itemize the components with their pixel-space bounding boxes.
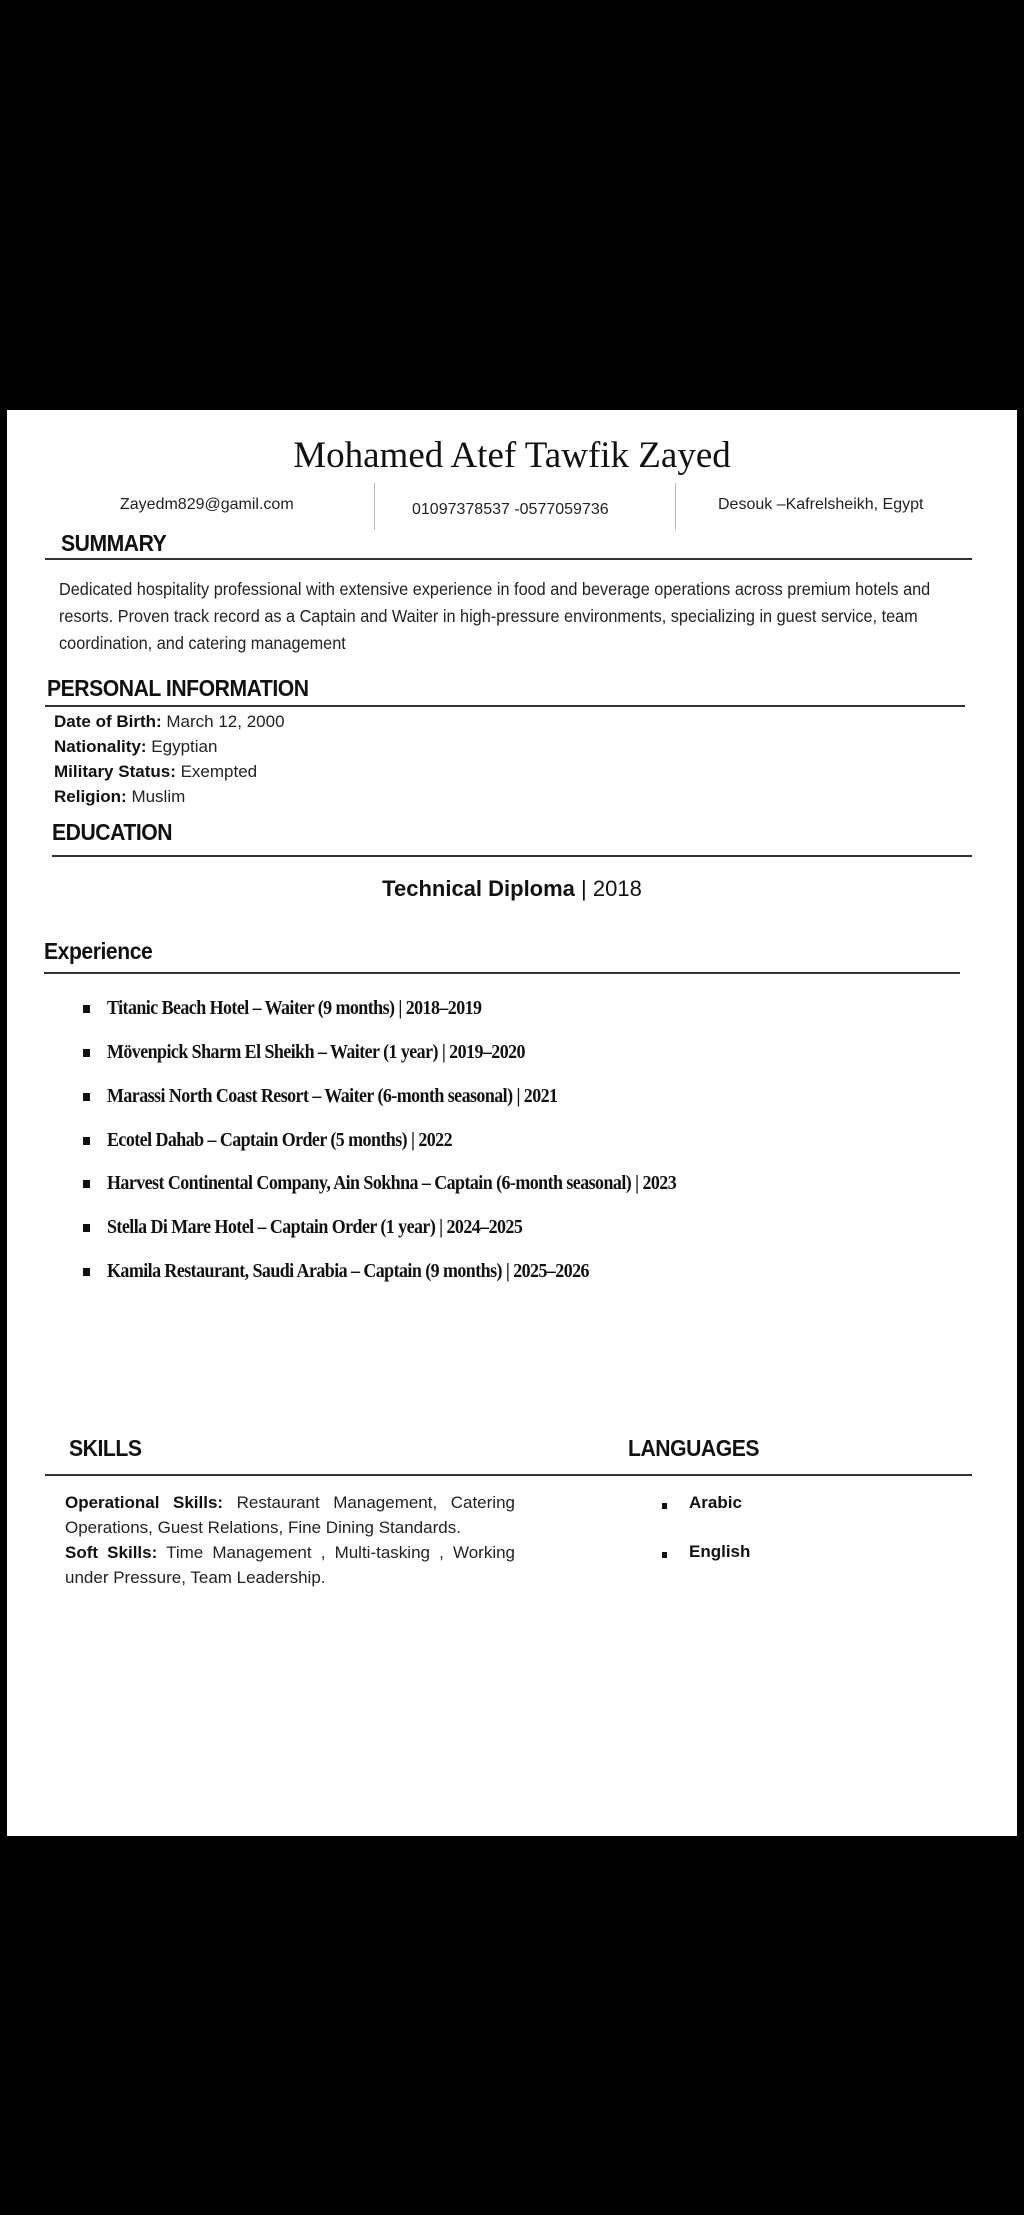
phone: 01097378537 -0577059736 [412, 501, 609, 518]
dob [54, 712, 285, 732]
bullet-icon [83, 1005, 90, 1013]
language-item: Arabic [689, 1493, 742, 1512]
experience-heading: Experience [44, 938, 153, 964]
bullet-icon [83, 1137, 90, 1145]
experience-item: Ecotel Dahab – Captain Order (5 months) | 2022 [107, 1130, 453, 1151]
divider [45, 705, 965, 707]
divider [45, 558, 972, 560]
divider [374, 483, 375, 530]
label: Military Status: [54, 762, 176, 781]
experience-item: Harvest Continental Company, Ain Sokhna – Captain (6-month seasonal) | 2023 [107, 1173, 677, 1194]
religion [54, 787, 185, 807]
bullet-icon [83, 1224, 90, 1232]
experience-item: Titanic Beach Hotel – Waiter (9 months) | 2018–2019 [107, 998, 482, 1019]
education-entry [7, 876, 1017, 902]
operational-skills-label: Operational Skills: [65, 1493, 224, 1512]
value: Exempted [175, 762, 258, 781]
summary-text: Dedicated hospitality professional with extensive experience in food and beverage operations across premium hotels and resorts. Proven track record as a Captain and Waiter in high-pressure environments, specializing in guest service, team coordination, and catering management [59, 579, 931, 653]
label: Nationality: [54, 737, 147, 756]
experience-item: Marassi North Coast Resort – Waiter (6-month seasonal) | 2021 [107, 1086, 558, 1107]
bullet-icon [83, 1049, 90, 1057]
year: 2018 [592, 876, 642, 901]
location: Desouk –Kafrelsheikh, Egypt [718, 496, 924, 513]
education-heading: EDUCATION [52, 819, 173, 845]
skills-heading: SKILLS [69, 1435, 142, 1461]
military-status [54, 762, 257, 782]
divider [675, 483, 676, 530]
email: Zayedm829@gamil.com [120, 496, 294, 513]
divider [52, 855, 972, 857]
experience-item: Stella Di Mare Hotel – Captain Order (1 year) | 2024–2025 [107, 1217, 523, 1238]
bullet-icon [83, 1093, 90, 1101]
bullet-icon [83, 1180, 90, 1188]
separator: | [574, 876, 593, 901]
divider [45, 1474, 972, 1476]
label: Date of Birth: [54, 712, 162, 731]
divider [44, 972, 960, 974]
label: Religion: [54, 787, 127, 806]
summary-heading: SUMMARY [61, 530, 167, 556]
resume-page [7, 410, 1017, 1836]
bullet-icon [662, 1552, 667, 1558]
experience-item: Mövenpick Sharm El Sheikh – Waiter (1 year) | 2019–2020 [107, 1042, 525, 1063]
personal-heading: PERSONAL INFORMATION [47, 675, 309, 701]
experience-item: Kamila Restaurant, Saudi Arabia – Captain (9 months) | 2025–2026 [107, 1261, 589, 1282]
bullet-icon [662, 1503, 667, 1509]
value: March 12, 2000 [161, 712, 285, 731]
operational-skills-value: Restaurant Management, Catering Operations, Guest Relations, Fine Dining Standards. [65, 1493, 515, 1537]
language-item: English [689, 1542, 751, 1561]
skills-text [65, 1490, 515, 1590]
value: Muslim [126, 787, 186, 806]
soft-skills-value: Time Management , Multi-tasking , Working under Pressure, Team Leadership. [65, 1543, 515, 1587]
candidate-name: Mohamed Atef Tawfik Zayed [293, 435, 731, 476]
soft-skills-label: Soft Skills: [65, 1543, 158, 1562]
languages-heading: LANGUAGES [628, 1435, 760, 1461]
value: Egyptian [146, 737, 218, 756]
nationality [54, 737, 217, 757]
bullet-icon [83, 1268, 90, 1276]
degree: Technical Diploma [382, 876, 575, 901]
